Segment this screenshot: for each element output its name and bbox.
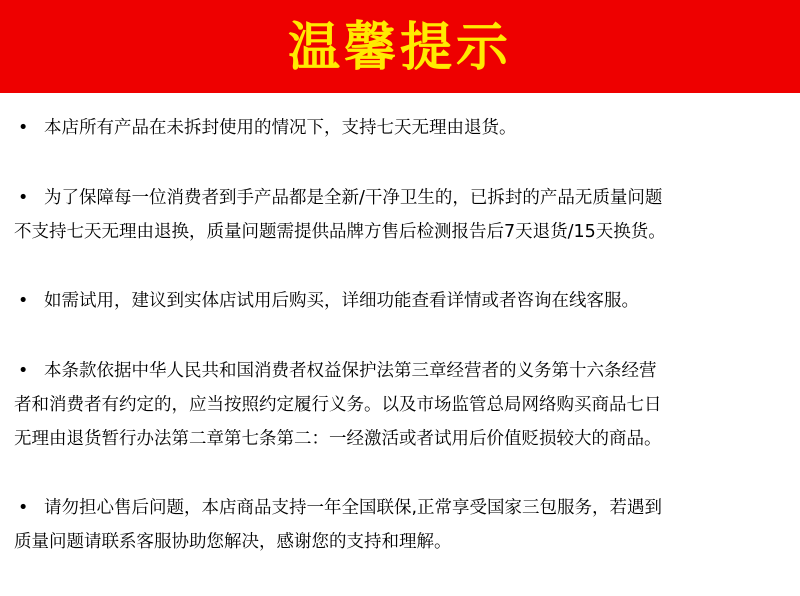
notice-text: 不支持七天无理由退换，质量问题需提供品牌方售后检测报告后7天退货/15天换货。 (14, 222, 666, 242)
notice-text: 本条款依据中华人民共和国消费者权益保护法第三章经营者的义务第十六条经营 (44, 361, 657, 381)
notice-line (14, 491, 786, 525)
page-title: 温馨提示 (287, 17, 512, 78)
notice-text: 为了保障每一位消费者到手产品都是全新/干净卫生的，已拆封的产品无质量问题 (44, 188, 663, 208)
notice-line (14, 354, 786, 388)
notice-line (14, 388, 786, 422)
notice-text: 者和消费者有约定的，应当按照约定履行义务。以及市场监管总局网络购买商品七日 (14, 395, 662, 415)
bullet-icon: • (18, 118, 29, 138)
notice-item (14, 111, 786, 145)
notice-line (14, 422, 786, 456)
bullet-icon: • (18, 498, 29, 518)
notice-text: 本店所有产品在未拆封使用的情况下，支持七天无理由退货。 (44, 118, 517, 138)
notice-item (14, 181, 786, 249)
notice-line (14, 215, 786, 249)
header-banner (0, 0, 800, 93)
notice-text: 质量问题请联系客服协助您解决，感谢您的支持和理解。 (14, 532, 452, 552)
notice-line (14, 284, 786, 318)
notice-item (14, 491, 786, 559)
notice-text: 无理由退货暂行办法第二章第七条第二：一经激活或者试用后价值贬损较大的商品。 (14, 429, 662, 449)
notice-line (14, 111, 786, 145)
notice-text: 请勿担心售后问题，本店商品支持一年全国联保,正常享受国家三包服务，若遇到 (44, 498, 663, 518)
notice-item (14, 284, 786, 318)
notice-text: 如需试用，建议到实体店试用后购买，详细功能查看详情或者咨询在线客服。 (44, 291, 639, 311)
bullet-icon: • (18, 291, 29, 311)
notice-line (14, 181, 786, 215)
bullet-icon: • (18, 361, 29, 381)
notice-line (14, 525, 786, 559)
bullet-icon: • (18, 188, 29, 208)
notice-item (14, 354, 786, 456)
